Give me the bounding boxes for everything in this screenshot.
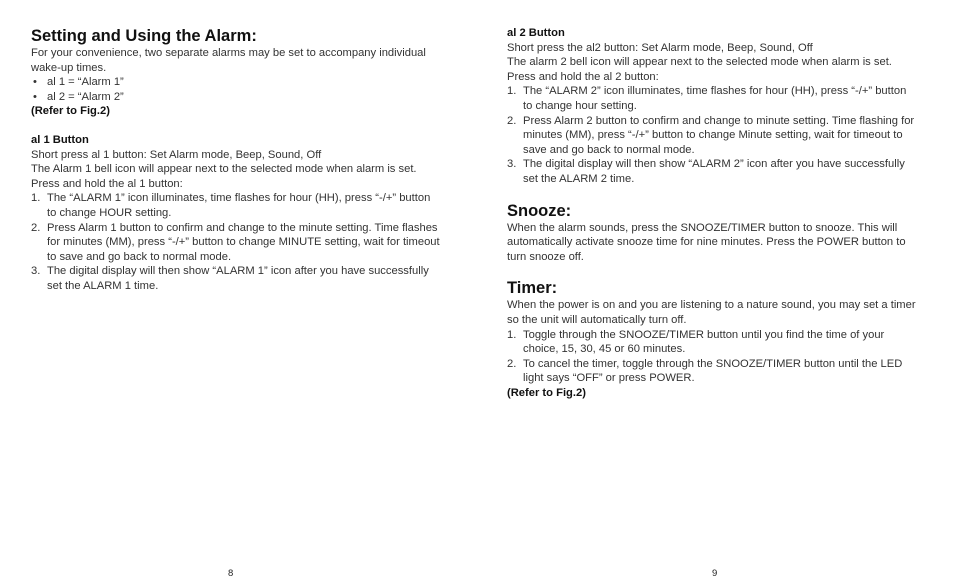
- step-number: 1.: [507, 328, 517, 341]
- al1-step-3: [31, 264, 441, 293]
- bullet-text: al 2 = “Alarm 2”: [47, 90, 124, 103]
- al1-line3: Press and hold the al 1 button:: [31, 177, 183, 190]
- al2-line3: Press and hold the al 2 button:: [507, 70, 659, 83]
- al1-step-1: [31, 191, 441, 220]
- timer-text: When the power is on and you are listening to a nature sound, you may set a timer so the unit will automatically turn off.: [507, 299, 916, 326]
- al2-step-3: [507, 157, 917, 186]
- al1-line2: The Alarm 1 bell icon will appear next to the selected mode when alarm is set.: [31, 163, 417, 176]
- bullet-alarm-2: [31, 90, 441, 105]
- al2-step-2: [507, 114, 917, 158]
- step-text: Press Alarm 1 button to confirm and change to the minute setting. Time flashes for minutes (MM), press “-/+” button to change MINUTE setting, wait for timeout to save and go back to normal mode.: [47, 221, 440, 263]
- right-page: [477, 0, 954, 588]
- step-text: Press Alarm 2 button to confirm and change to minute setting. Time flashing for minutes (MM), press “-/+” button to change Minute setting, wait for timeout to save and go back to normal mode.: [523, 114, 915, 156]
- snooze-text: When the alarm sounds, press the SNOOZE/TIMER button to snooze. This will automatically activate snooze time for nine minutes. Press the POWER button to turn snooze off.: [507, 221, 906, 263]
- step-text: To cancel the timer, toggle through the SNOOZE/TIMER button until the LED light says “OFF” or press POWER.: [523, 357, 903, 385]
- al2-line1: Short press the al2 button: Set Alarm mode, Beep, Sound, Off: [507, 41, 813, 54]
- left-column: [31, 26, 441, 294]
- al1-steps: [31, 191, 441, 293]
- al2-steps: [507, 84, 917, 186]
- al1-title: al 1 Button: [31, 133, 89, 146]
- timer-steps: [507, 328, 917, 386]
- timer-heading: Timer:: [507, 279, 558, 298]
- al1-line1: Short press al 1 button: Set Alarm mode, Beep, Sound, Off: [31, 148, 322, 161]
- snooze-heading: Snooze:: [507, 201, 572, 220]
- step-text: The digital display will then show “ALARM 1” icon after you have successfully set the ALARM 1 time.: [47, 265, 429, 292]
- alarm-intro: For your convenience, two separate alarms may be set to accompany individual wake-up times.: [31, 47, 426, 74]
- refer-fig-left: (Refer to Fig.2): [31, 105, 110, 118]
- step-text: The “ALARM 1” icon illuminates, time flashes for hour (HH), press “-/+” button to change HOUR setting.: [47, 192, 431, 219]
- step-text: The digital display will then show “ALARM 2” icon after you have successfully set the ALARM 2 time.: [523, 158, 905, 185]
- bullet-icon: •: [33, 76, 37, 89]
- timer-step-1: [507, 328, 917, 357]
- step-number: 2.: [507, 114, 517, 127]
- al2-step-1: [507, 84, 917, 113]
- right-column: [507, 26, 917, 400]
- bullet-icon: •: [33, 90, 37, 103]
- step-number: 1.: [507, 85, 517, 98]
- page-number-right: 9: [712, 568, 718, 579]
- step-number: 3.: [507, 158, 517, 171]
- bullet-alarm-1: [31, 75, 441, 90]
- alarm-bullet-list: [31, 75, 441, 104]
- refer-fig-right: (Refer to Fig.2): [507, 386, 586, 399]
- al1-step-2: [31, 221, 441, 265]
- al2-line2: The alarm 2 bell icon will appear next to the selected mode when alarm is set.: [507, 56, 892, 69]
- step-text: Toggle through the SNOOZE/TIMER button until you find the time of your choice, 15, 30, 45 or 60 minutes.: [523, 328, 885, 356]
- page-number-left: 8: [228, 568, 234, 579]
- step-number: 2.: [507, 357, 517, 370]
- step-text: The “ALARM 2” icon illuminates, time flashes for hour (HH), press “-/+” button to change hour setting.: [523, 85, 907, 112]
- alarm-heading: Setting and Using the Alarm:: [31, 27, 257, 45]
- bullet-text: al 1 = “Alarm 1”: [47, 76, 124, 89]
- step-number: 1.: [31, 192, 41, 205]
- step-number: 2.: [31, 221, 41, 234]
- step-number: 3.: [31, 265, 41, 278]
- timer-step-2: [507, 357, 917, 386]
- al2-title: al 2 Button: [507, 27, 565, 39]
